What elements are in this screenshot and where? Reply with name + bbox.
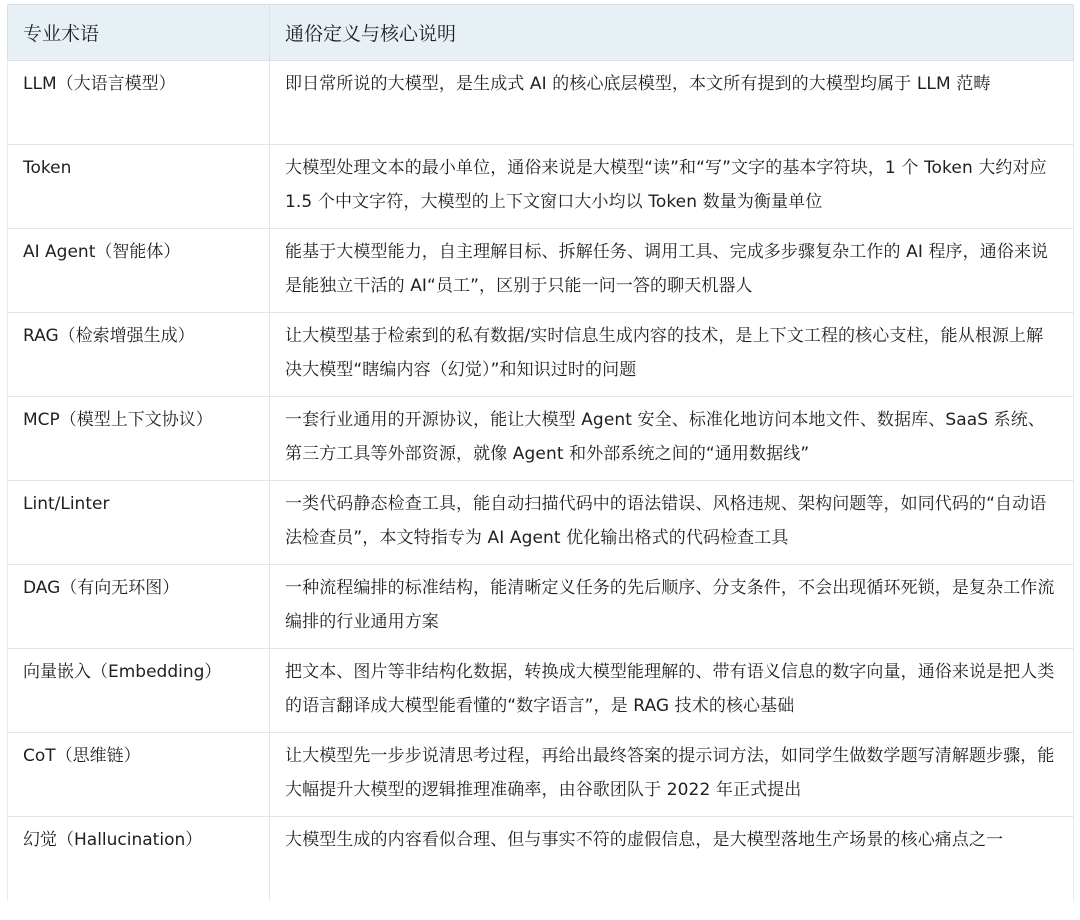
term-cell: Lint/Linter — [8, 481, 270, 565]
table-row — [8, 145, 1074, 229]
table-row — [8, 397, 1074, 481]
definition-cell: 让大模型基于检索到的私有数据/实时信息生成内容的技术，是上下文工程的核心支柱，能从根源上解决大模型“瞎编内容（幻觉）”和知识过时的问题 — [270, 313, 1074, 397]
definition-cell: 让大模型先一步步说清思考过程，再给出最终答案的提示词方法，如同学生做数学题写清解题步骤，能大幅提升大模型的逻辑推理准确率，由谷歌团队于 2022 年正式提出 — [270, 733, 1074, 817]
table-row — [8, 481, 1074, 565]
table-row — [8, 313, 1074, 397]
term-cell: MCP（模型上下文协议） — [8, 397, 270, 481]
term-cell: LLM（大语言模型） — [8, 61, 270, 145]
table-row — [8, 733, 1074, 817]
table-row — [8, 229, 1074, 313]
table-row — [8, 649, 1074, 733]
definition-cell: 一种流程编排的标准结构，能清晰定义任务的先后顺序、分支条件，不会出现循环死锁，是复杂工作流编排的行业通用方案 — [270, 565, 1074, 649]
table-body — [8, 61, 1074, 901]
definition-cell: 把文本、图片等非结构化数据，转换成大模型能理解的、带有语义信息的数字向量，通俗来说是把人类的语言翻译成大模型能看懂的“数字语言”，是 RAG 技术的核心基础 — [270, 649, 1074, 733]
table-row — [8, 817, 1074, 901]
definition-cell: 大模型生成的内容看似合理、但与事实不符的虚假信息，是大模型落地生产场景的核心痛点之一 — [270, 817, 1074, 901]
term-cell: 幻觉（Hallucination） — [8, 817, 270, 901]
column-header-definition: 通俗定义与核心说明 — [270, 5, 1074, 61]
table-row — [8, 565, 1074, 649]
term-cell: Token — [8, 145, 270, 229]
term-cell: CoT（思维链） — [8, 733, 270, 817]
term-cell: DAG（有向无环图） — [8, 565, 270, 649]
definition-cell: 即日常所说的大模型，是生成式 AI 的核心底层模型，本文所有提到的大模型均属于 LLM 范畴 — [270, 61, 1074, 145]
term-cell: AI Agent（智能体） — [8, 229, 270, 313]
definition-cell: 一套行业通用的开源协议，能让大模型 Agent 安全、标准化地访问本地文件、数据库、SaaS 系统、第三方工具等外部资源，就像 Agent 和外部系统之间的“通用数据线” — [270, 397, 1074, 481]
table-row — [8, 61, 1074, 145]
column-header-term: 专业术语 — [8, 5, 270, 61]
definition-cell: 能基于大模型能力，自主理解目标、拆解任务、调用工具、完成多步骤复杂工作的 AI 程序，通俗来说是能独立干活的 AI“员工”，区别于只能一问一答的聊天机器人 — [270, 229, 1074, 313]
glossary-table — [7, 4, 1074, 901]
definition-cell: 大模型处理文本的最小单位，通俗来说是大模型“读”和“写”文字的基本字符块，1 个 Token 大约对应 1.5 个中文字符，大模型的上下文窗口大小均以 Token 数量为衡量单位 — [270, 145, 1074, 229]
table-header — [8, 5, 1074, 61]
definition-cell: 一类代码静态检查工具，能自动扫描代码中的语法错误、风格违规、架构问题等，如同代码的“自动语法检查员”，本文特指专为 AI Agent 优化输出格式的代码检查工具 — [270, 481, 1074, 565]
header-row — [8, 5, 1074, 61]
term-cell: 向量嵌入（Embedding） — [8, 649, 270, 733]
term-cell: RAG（检索增强生成） — [8, 313, 270, 397]
